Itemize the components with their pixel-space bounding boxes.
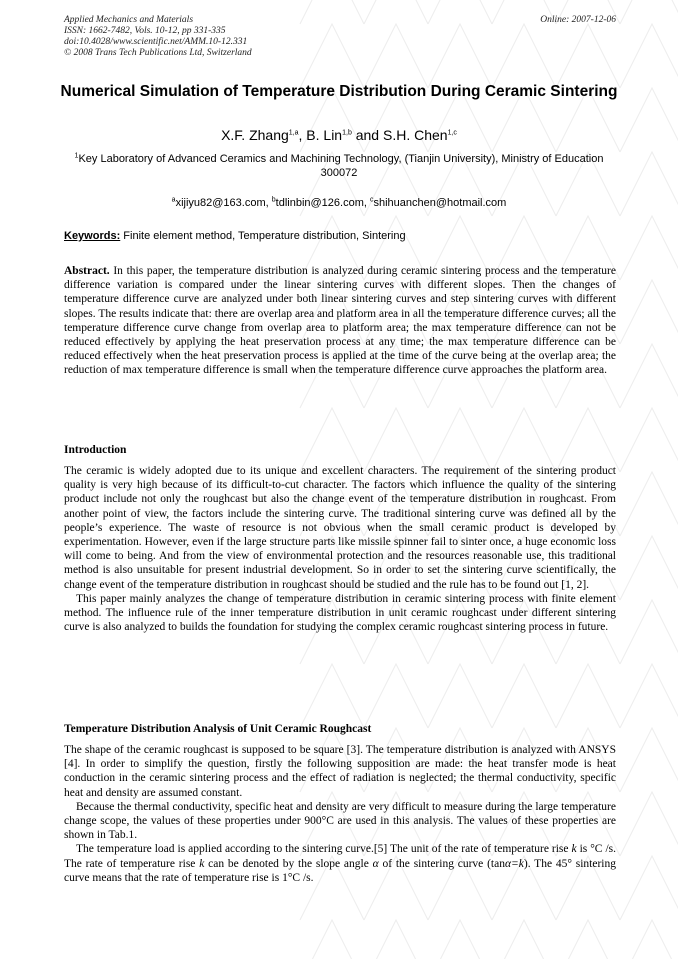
introduction-body xyxy=(64,464,616,634)
introduction-heading: Introduction xyxy=(64,444,127,456)
introduction-paragraph-2: This paper mainly analyzes the change of temperature distribution in ceramic sintering process with finite element method. The influence rule of the inner temperature distribution in unit ceramic roughcast under different sintering curve is also analyzed to builds the foundation for studying the complex ceramic roughcast sintering process in future. xyxy=(64,592,616,634)
affiliation: $^1$Key Laboratory of Advanced Ceramics and Machining Technology, (Tianjin University), Ministry of Education 300072 xyxy=(74,152,604,179)
watermark-stroke xyxy=(364,920,428,959)
watermark-stroke xyxy=(620,664,678,728)
abstract-label: Abstract. xyxy=(64,265,110,277)
abstract-text: In this paper, the temperature distribution is analyzed during ceramic sintering process and the temperature difference variation is compared under the linear sintering curves with different slopes. Then the changes of temperature difference curve are analyzed under both linear sintering curves and step sintering curves with different slopes. The results indicate that: there are overlap area and platform area in all the temperature difference curves; all the temperature difference curve change from overlap area to platform area; the max temperature difference can not be reduced effectively by applying the heat preservation process at any time; the max temperature difference can be reduced effectively when the heat preservation process is applied at the time of the curve being at the overlap area; the reduction of max temperature difference is small when the temperature difference curve approaches the platform area. xyxy=(64,265,616,377)
author-2: B. Lin$^{1,b}$ and xyxy=(306,127,383,143)
introduction-paragraph-1: The ceramic is widely adopted due to its unique and excellent characters. The requirement of the sintering product quality is very high because of its difficult-to-cut character. The factors which influence the quality of the sintering product include not only the roughcast but also the change event of the temperature distribution in roughcast. From another point of view, the factors include the sintering curve. The traditional sintering curve was defined all by the people’s experience. The waste of resource is not obvious when the small ceramic product is developed by experimentation. However, even if the large structure parts like missile spinner fail to sinter once, a huge economic loss will come to being. And from the view of environmental protection and the resources reasonable use, this traditional method is also unsuitable for present industrial development. So in order to set the sintering curve scientifically, the change event of the temperature distribution in roughcast should be studied and the rule has to be found out [1, 2]. xyxy=(64,465,616,591)
watermark-stroke xyxy=(620,344,678,408)
keywords xyxy=(64,229,616,243)
watermark-stroke xyxy=(620,152,678,216)
watermark-stroke xyxy=(428,408,492,472)
watermark-stroke xyxy=(620,920,678,959)
watermark-stroke xyxy=(620,24,678,88)
paper-title: Numerical Simulation of Temperature Distribution During Ceramic Sintering xyxy=(60,83,618,100)
abstract xyxy=(64,264,616,378)
watermark-stroke xyxy=(620,280,678,344)
watermark-stroke xyxy=(556,664,620,728)
watermark-stroke xyxy=(300,664,364,728)
watermark-stroke xyxy=(492,408,556,472)
keywords-label: Keywords: xyxy=(64,230,121,242)
watermark-stroke xyxy=(300,920,364,959)
email-3: $^c$shihuanchen@hotmail.com xyxy=(369,196,507,209)
watermark-stroke xyxy=(492,920,556,959)
section2-paragraph-1: The shape of the ceramic roughcast is supposed to be square [3]. The temperature distribution is analyzed with ANSYS [4]. In order to simplify the question, firstly the following supposition are made: the heat transfer mode is heat conduction in the ceramic sintering process and the effect of radiation is neglected; the thermal conductivity, specific heat and density are assumed constant. xyxy=(64,744,616,799)
journal-doi: doi:10.4028/www.scientific.net/AMM.10-12.331 xyxy=(64,37,248,47)
author-list xyxy=(60,126,618,144)
watermark-stroke xyxy=(428,664,492,728)
watermark-stroke xyxy=(620,0,678,24)
section2-paragraph-2: Because the thermal conductivity, specific heat and density are very difficult to measure during the large temperature change scope, the values of these properties under 900°C are used in this analysis. The values of these properties are shown in Tab.1. xyxy=(64,800,616,842)
watermark-stroke xyxy=(364,408,428,472)
author-emails xyxy=(60,196,618,210)
author-1: X.F. Zhang$^{1,a}$, xyxy=(221,127,307,143)
journal-name: Applied Mechanics and Materials xyxy=(64,15,194,25)
watermark-stroke xyxy=(620,216,678,280)
watermark-stroke xyxy=(556,408,620,472)
journal-header xyxy=(64,15,616,59)
email-2: $^b$tdlinbin@126.com, xyxy=(271,196,370,209)
journal-copyright: © 2008 Trans Tech Publications Ltd, Switzerland xyxy=(64,48,252,58)
watermark-stroke xyxy=(492,664,556,728)
watermark-stroke xyxy=(620,408,678,472)
watermark-stroke xyxy=(620,792,678,856)
watermark-stroke xyxy=(428,920,492,959)
watermark-stroke xyxy=(620,600,678,664)
keywords-text: Finite element method, Temperature distribution, Sintering xyxy=(120,230,406,242)
section-heading-temperature-analysis: Temperature Distribution Analysis of Unit Ceramic Roughcast xyxy=(64,723,372,735)
watermark-stroke xyxy=(364,664,428,728)
author-3: S.H. Chen$^{1,c}$ xyxy=(382,127,457,143)
watermark-stroke xyxy=(620,88,678,152)
watermark-stroke xyxy=(620,472,678,536)
watermark-stroke xyxy=(620,536,678,600)
online-date: Online: 2007-12-06 xyxy=(540,15,616,25)
email-1: $^a$xijiyu82@163.com, xyxy=(171,196,272,209)
watermark-stroke xyxy=(620,856,678,920)
section2-paragraph-3: The temperature load is applied according to the sintering curve.[5] The unit of the rate of temperature rise k is °C /s. The rate of temperature rise k can be denoted by the slope angle α of the sintering curve (tanα=k). The 45° sintering curve means that the rate of temperature rise is 1°C /s. xyxy=(64,843,616,884)
watermark-stroke xyxy=(556,920,620,959)
watermark-stroke xyxy=(620,728,678,792)
journal-issn: ISSN: 1662-7482, Vols. 10-12, pp 331-335 xyxy=(64,26,226,36)
watermark-stroke xyxy=(300,408,364,472)
section-temperature-analysis-body xyxy=(64,743,616,885)
